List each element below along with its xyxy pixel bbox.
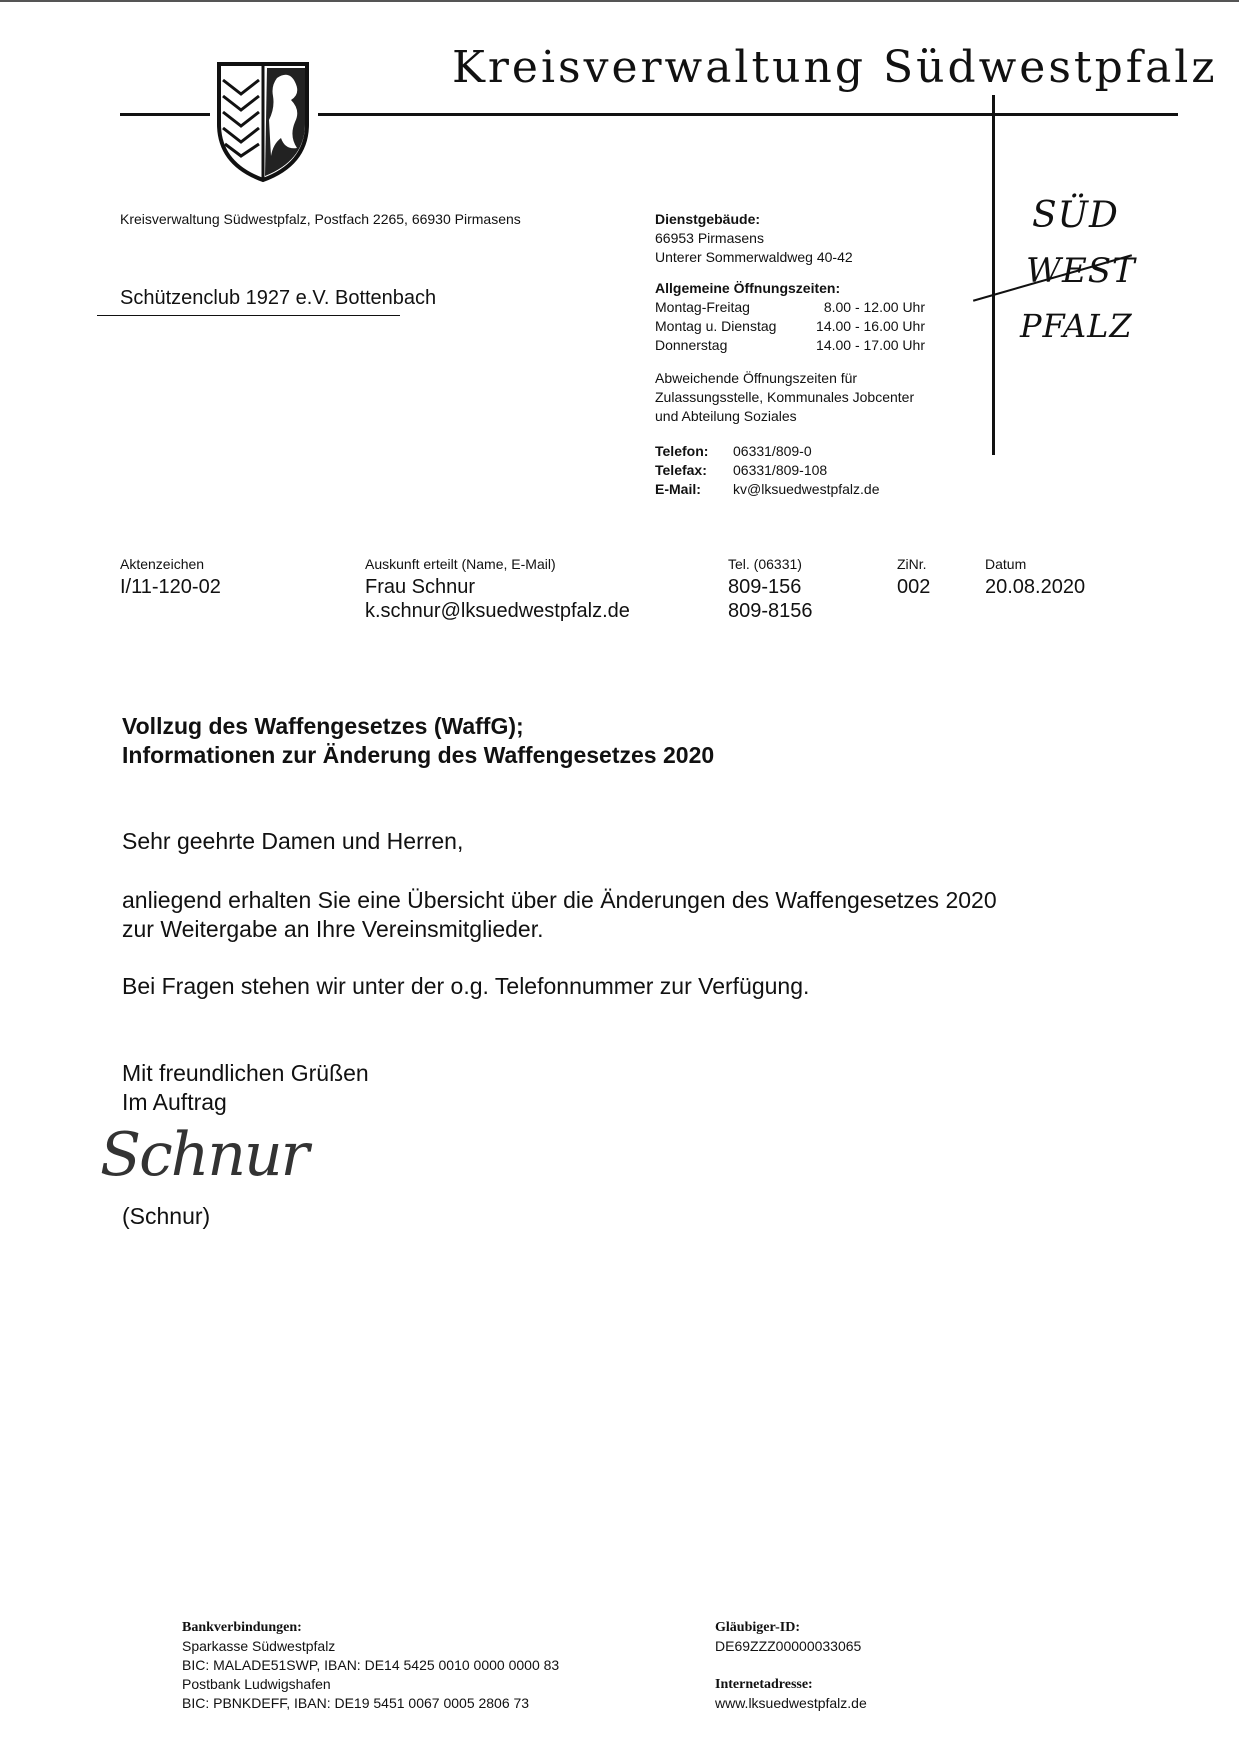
- hours-days: Montag-Freitag: [655, 299, 750, 315]
- creditor-label: Gläubiger-ID:: [715, 1620, 801, 1635]
- email-value: kv@lksuedwestpfalz.de: [733, 481, 880, 497]
- logo-line-pfalz: PFALZ: [1020, 307, 1133, 345]
- subject-line-2: Informationen zur Änderung des Waffengesetzes 2020: [122, 742, 715, 768]
- contact-row: [655, 442, 880, 461]
- building-address-line: 66953 Pirmasens: [655, 230, 764, 246]
- closing: Mit freundlichen Grüßen: [122, 1060, 369, 1086]
- hours-label: Allgemeine Öffnungszeiten:: [655, 280, 841, 296]
- web-label: Internetadresse:: [715, 1677, 813, 1692]
- bank-line: Sparkasse Südwestpfalz: [182, 1638, 336, 1654]
- contact-row: [655, 480, 880, 499]
- hours-time: 14.00 - 16.00 Uhr: [816, 318, 925, 334]
- reference-row: [0, 555, 1239, 625]
- footer-bank: [182, 1618, 559, 1713]
- deviating-hours-line: Zulassungsstelle, Kommunales Jobcenter: [655, 389, 915, 405]
- body-paragraph-1-line-1: anliegend erhalten Sie eine Übersicht über die Änderungen des Waffengesetzes 2020: [122, 887, 997, 913]
- web-address: www.lksuedwestpfalz.de: [715, 1695, 867, 1711]
- datum-label: Datum: [985, 556, 1027, 572]
- title-rule-left: [120, 113, 210, 116]
- tel-value-2: 809-8156: [728, 600, 813, 622]
- recipient-name: Schützenclub 1927 e.V. Bottenbach: [120, 287, 437, 309]
- auskunft-name: Frau Schnur: [365, 576, 476, 598]
- creditor-id: DE69ZZZ00000033065: [715, 1638, 862, 1654]
- title-rule-right: [318, 113, 1178, 116]
- hours-time: 8.00 - 12.00 Uhr: [823, 299, 925, 315]
- auskunft-label: Auskunft erteilt (Name, E-Mail): [365, 556, 556, 572]
- salutation: Sehr geehrte Damen und Herren,: [122, 828, 464, 854]
- subject-line-1: Vollzug des Waffengesetzes (WaffG);: [122, 713, 524, 739]
- deviating-hours-note: [655, 369, 925, 426]
- bank-label: Bankverbindungen:: [182, 1620, 302, 1635]
- hours-row: [655, 298, 925, 317]
- org-title: Kreisverwaltung Südwestpfalz: [452, 42, 1218, 93]
- hours-row: [655, 317, 925, 336]
- contact-table: [655, 442, 880, 499]
- deviating-hours-line: Abweichende Öffnungszeiten für: [655, 370, 858, 386]
- bank-line: BIC: PBNKDEFF, IBAN: DE19 5451 0067 0005 2806 73: [182, 1695, 530, 1711]
- aktenzeichen-label: Aktenzeichen: [120, 556, 205, 572]
- zinr-value: 002: [897, 576, 931, 598]
- sender-line: Kreisverwaltung Südwestpfalz, Postfach 2265, 66930 Pirmasens: [120, 211, 521, 227]
- signer-name: (Schnur): [122, 1203, 211, 1229]
- building-label: Dienstgebäude:: [655, 211, 761, 227]
- hours-days: Donnerstag: [655, 337, 728, 353]
- body-paragraph-1-line-2: zur Weitergabe an Ihre Vereinsmitglieder.: [122, 916, 544, 942]
- auskunft-email: k.schnur@lksuedwestpfalz.de: [365, 600, 630, 622]
- tel-label: Tel. (06331): [728, 556, 802, 572]
- office-info: [655, 210, 925, 499]
- contact-row: [655, 461, 880, 480]
- tel-value-1: 809-156: [728, 576, 802, 598]
- datum-value: 20.08.2020: [985, 576, 1086, 598]
- bank-line: Postbank Ludwigshafen: [182, 1676, 331, 1692]
- footer-ids: [715, 1618, 867, 1713]
- contact-label: Telefon:: [655, 443, 709, 459]
- deviating-hours-line: und Abteilung Soziales: [655, 408, 797, 424]
- fax-value: 06331/809-108: [733, 462, 828, 478]
- scan-top-edge: [0, 0, 1239, 2]
- header-vertical-rule: [992, 95, 995, 455]
- aktenzeichen-value: I/11-120-02: [120, 576, 221, 598]
- handwritten-signature: Schnur: [100, 1120, 308, 1190]
- logo-line-sued: SÜD: [1032, 195, 1119, 236]
- opening-hours-table: [655, 298, 925, 355]
- hours-days: Montag u. Dienstag: [655, 318, 777, 334]
- contact-label: E-Mail:: [655, 481, 701, 497]
- logo-line-west: WEST: [1026, 251, 1136, 291]
- contact-label: Telefax:: [655, 462, 707, 478]
- bank-line: BIC: MALADE51SWP, IBAN: DE14 5425 0010 0000 0000 83: [182, 1657, 560, 1673]
- coat-of-arms-lion-icon: [215, 60, 311, 184]
- suedwestpfalz-logo: [1020, 195, 1150, 365]
- building-address-line: Unterer Sommerwaldweg 40-42: [655, 249, 853, 265]
- hours-row: [655, 336, 925, 355]
- im-auftrag: Im Auftrag: [122, 1089, 227, 1115]
- zinr-label: ZiNr.: [897, 556, 927, 572]
- phone-value: 06331/809-0: [733, 443, 812, 459]
- body-paragraph-2: Bei Fragen stehen wir unter der o.g. Telefonnummer zur Verfügung.: [122, 973, 810, 999]
- recipient-underline: [97, 315, 400, 316]
- hours-time: 14.00 - 17.00 Uhr: [816, 337, 925, 353]
